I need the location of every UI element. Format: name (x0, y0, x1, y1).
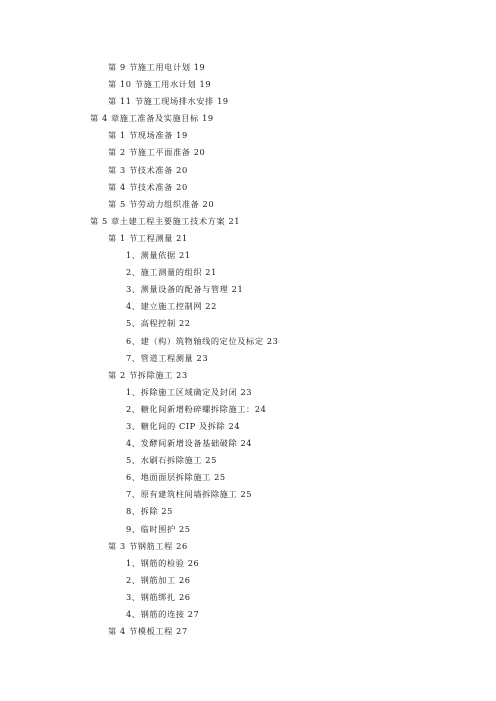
toc-section-entry: 第 4 节模板工程 27 (108, 626, 188, 637)
toc-subsection-entry: 2、糖化间新增粉碎螺拆除施工：24 (126, 403, 267, 414)
toc-subsection-entry: 9、临时围护 25 (126, 523, 191, 534)
toc-subsection-entry: 8、拆除 25 (126, 506, 173, 517)
toc-subsection-entry: 7、管道工程测量 23 (126, 352, 209, 363)
toc-subsection-entry: 2、钢筋加工 26 (126, 574, 191, 585)
toc-subsection-entry: 2、施工测量的组织 21 (126, 267, 217, 278)
toc-subsection-entry: 1、拆除施工区域确定及封闭 23 (126, 386, 253, 397)
toc-section-entry: 第 11 节施工现场排水安排 19 (108, 96, 229, 107)
toc-subsection-entry: 4、钢筋的连接 27 (126, 609, 200, 619)
toc-subsection-entry: 5、水刷石拆除施工 25 (126, 455, 217, 466)
toc-subsection-entry: 3、测量设备的配备与管理 21 (126, 284, 244, 295)
toc-subsection-entry: 1、钢筋的检验 26 (126, 557, 200, 568)
toc-subsection-entry: 7、原有建筑柱间墙拆除施工 25 (126, 489, 253, 500)
toc-subsection-entry: 4、发酵间新增设备基础破除 24 (126, 438, 253, 449)
toc-subsection-entry: 1、测量依据 21 (126, 250, 191, 261)
toc-subsection-entry: 3、钢筋绑扎 26 (126, 591, 191, 602)
toc-section-entry: 第 5 节劳动力组织准备 20 (108, 198, 215, 209)
toc-subsection-entry: 5、高程控制 22 (126, 318, 191, 329)
toc-section-entry: 第 10 节施工用水计划 19 (108, 79, 212, 90)
toc-section-entry: 第 9 节施工用电计划 19 (108, 62, 206, 72)
toc-subsection-entry: 4、建立施工控制网 22 (126, 301, 217, 312)
toc-section-entry: 第 1 节现场准备 19 (108, 130, 188, 141)
toc-section-entry: 第 3 节技术准备 20 (108, 164, 188, 175)
toc-section-entry: 第 2 节施工平面准备 20 (108, 147, 206, 158)
toc-subsection-entry: 3、糖化间的 CIP 及拆除 24 (126, 420, 241, 431)
toc-section-entry: 第 3 节钢筋工程 26 (108, 540, 188, 551)
toc-section-entry: 第 4 节技术准备 20 (108, 181, 188, 192)
toc-subsection-entry: 6、建（构）筑物轴线的定位及标定 23 (126, 335, 279, 346)
toc-section-entry: 第 1 节工程测量 21 (108, 232, 188, 243)
table-of-contents (0, 59, 496, 640)
toc-subsection-entry: 6、地面面层拆除施工 25 (126, 472, 226, 483)
toc-section-entry: 第 2 节拆除施工 23 (108, 369, 188, 380)
toc-chapter-entry: 第 4 章施工准备及实施目标 19 (90, 113, 214, 124)
toc-chapter-entry: 第 5 章土建工程主要施工技术方案 21 (90, 215, 241, 226)
